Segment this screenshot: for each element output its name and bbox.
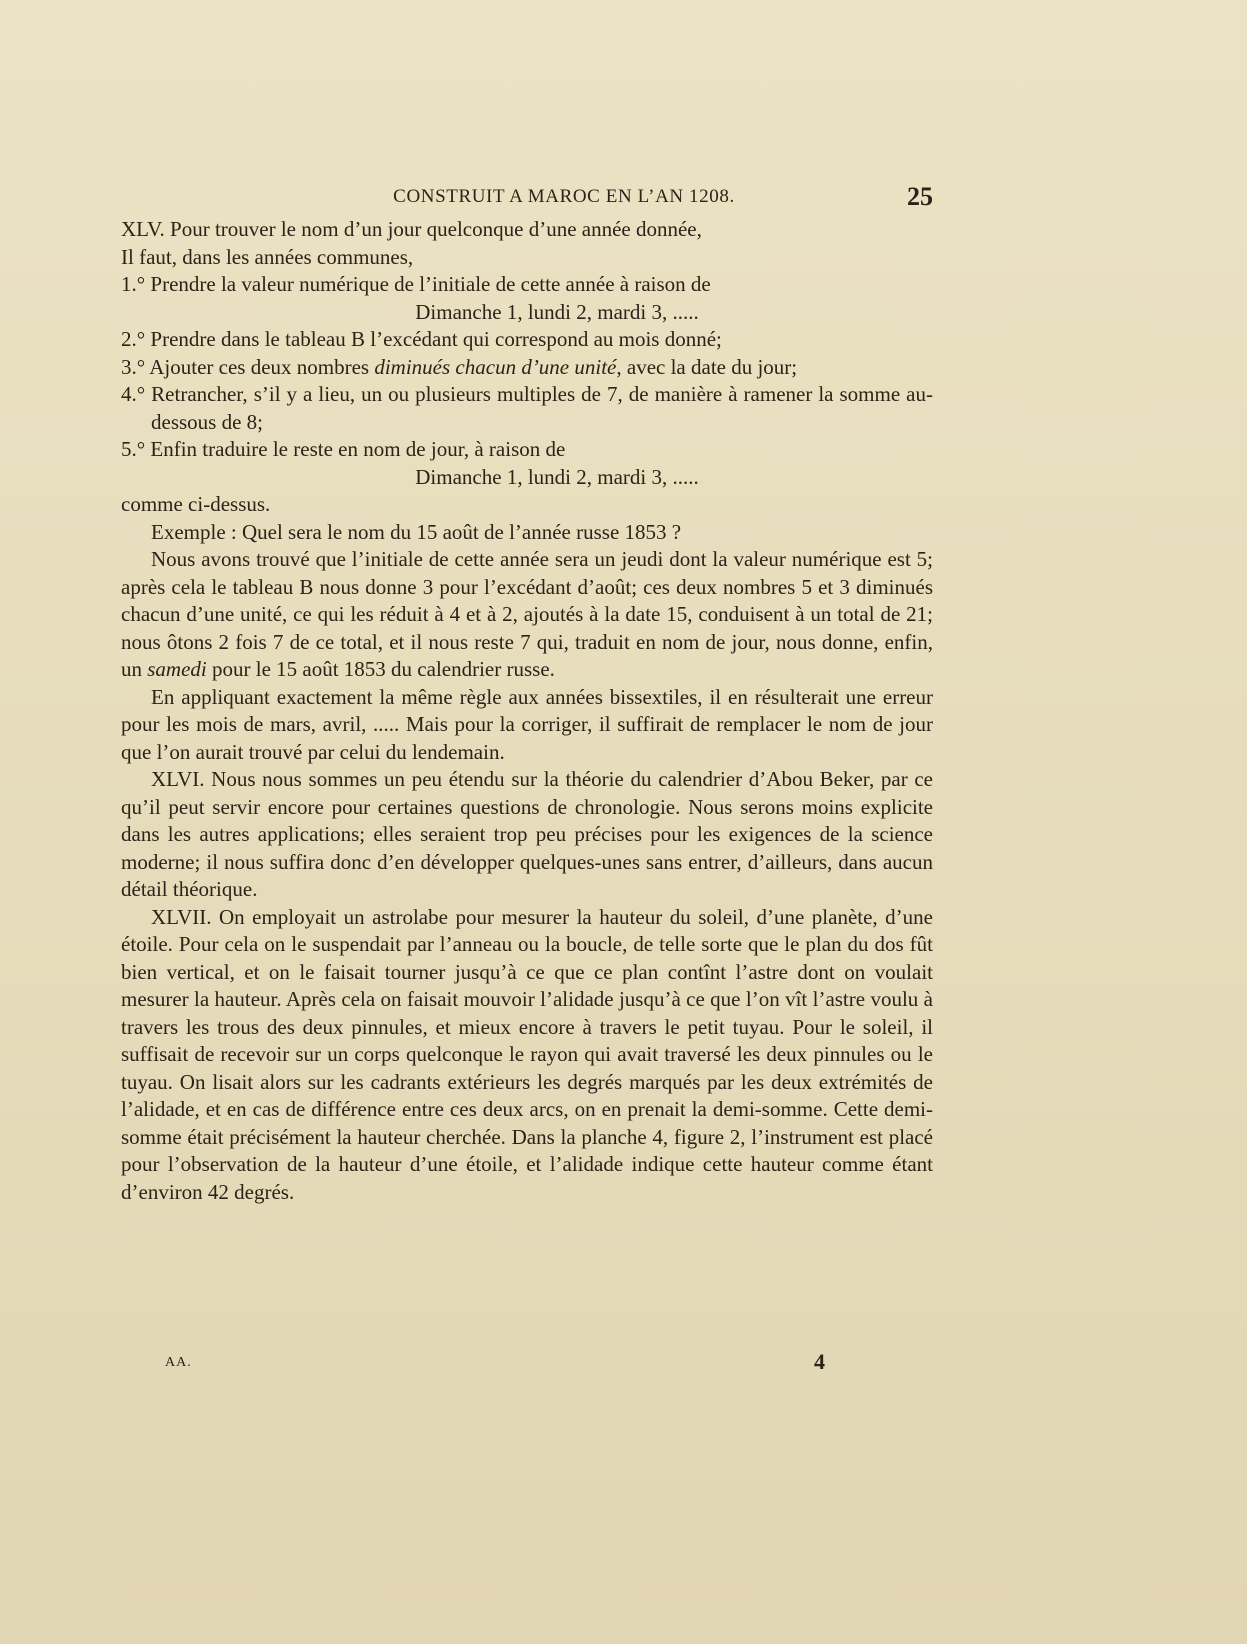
paragraph	[121, 244, 933, 272]
paragraph	[121, 519, 933, 547]
text-run: 4.° Retrancher, s’il y a lieu, un ou plusieurs multiples de 7, de manière à ramener la somme au-dessous de 8;	[121, 382, 933, 434]
text-run: 1.° Prendre la valeur numérique de l’initiale de cette année à raison de	[121, 272, 711, 296]
paragraph	[121, 436, 933, 464]
text-run: Dimanche 1, lundi 2, mardi 3, .....	[415, 464, 699, 489]
text-run: comme ci-dessus.	[121, 492, 271, 516]
paragraph	[121, 546, 933, 684]
text-run: 5.° Enfin traduire le reste en nom de jour, à raison de	[121, 437, 566, 461]
paragraph	[121, 271, 933, 299]
paragraph	[121, 299, 933, 327]
italic-text: diminués chacun d’une unité	[374, 354, 617, 379]
paragraph	[121, 766, 933, 904]
text-run: XLVII. On employait un astrolabe pour mesurer la hauteur du soleil, d’une planète, d’une étoile. Pour cela on le suspendait par l’anneau ou la boucle, de telle sorte que le plan du dos fût bien vertical, et on le faisait tourner jusqu’à ce que ce plan contînt l’astre dont on voulait mesurer la hauteur. Après cela on faisait mouvoir l’alidade jusqu’à ce que l’on vît l’astre voulu à travers les trous des deux pinnules, et mieux encore à travers le petit tuyau. Pour le soleil, il suffisait de recevoir sur un corps quelconque le rayon qui avait traversé les deux pinnules ou le tuyau. On lisait alors sur les cadrants extérieurs les degrés marqués par les deux extrémités de l’alidade, et en cas de différence entre ces deux arcs, on en prenait la demi-somme. Cette demi-somme était précisément la hauteur cherchée. Dans la planche 4, figure 2, l’instrument est placé pour l’observation de la hauteur d’une étoile, et l’alidade indique cette hauteur comme étant d’environ 42 degrés.	[121, 904, 933, 1204]
text-run: 3.° Ajouter ces deux nombres	[121, 354, 375, 379]
text-run: XLVI. Nous nous sommes un peu étendu sur la théorie du calendrier d’Abou Beker, par ce qu’il peut servir encore pour certaines questions de chronologie. Nous serons moins explicite dans les autres applications; elles seraient trop peu précises pour les exigences de la science moderne; il nous suffira donc d’en développer quelques-unes sans entrer, d’ailleurs, dans aucun détail théorique.	[121, 767, 933, 901]
text-run: En appliquant exactement la même règle aux années bissextiles, il en résulterait une erreur pour les mois de mars, avril, ..... Mais pour la corriger, il suffirait de remplacer le nom de jour que l’on aurait trouvé par celui du lendemain.	[121, 684, 933, 764]
sheet-number: 4	[814, 1349, 825, 1374]
page-footer	[165, 1349, 825, 1379]
paragraph	[121, 354, 933, 382]
page-header	[195, 184, 933, 218]
paragraph	[121, 381, 933, 436]
paragraph	[121, 491, 933, 519]
text-run: 2.° Prendre dans le tableau B l’excédant qui correspond au mois donné;	[121, 327, 722, 351]
paragraph	[121, 464, 933, 492]
italic-text: samedi	[147, 657, 207, 681]
signature-mark: AA.	[165, 1355, 192, 1370]
text-run: Exemple : Quel sera le nom du 15 août de l’année russe 1853 ?	[151, 519, 682, 544]
text-run: Il faut, dans les années communes,	[121, 244, 414, 269]
running-title: CONSTRUIT A MAROC EN L’AN 1208.	[393, 186, 735, 207]
text-run: , avec la date du jour;	[616, 354, 798, 379]
paragraph	[121, 216, 933, 244]
paragraph	[121, 326, 933, 354]
paragraph	[121, 904, 933, 1207]
paragraph	[121, 684, 933, 767]
text-run: Dimanche 1, lundi 2, mardi 3, .....	[415, 299, 699, 324]
text-run: XLV. Pour trouver le nom d’un jour quelconque d’une année donnée,	[121, 217, 702, 241]
page-number: 25	[907, 182, 933, 211]
text-run: pour le 15 août 1853 du calendrier russe.	[206, 657, 555, 681]
body-text	[121, 216, 933, 1206]
text-run: Nous avons trouvé que l’initiale de cette année sera un jeudi dont la valeur numérique est 5; après cela le tableau B nous donne 3 pour l’excédant d’août; ces deux nombres 5 et 3 diminués chacun d’une unité, ce qui les réduit à 4 et à 2, ajoutés à la date 15, conduisent à un total de 21; nous ôtons 2 fois 7 de ce total, et il nous reste 7 qui, traduit en nom de jour, nous donne, enfin, un	[121, 547, 933, 681]
